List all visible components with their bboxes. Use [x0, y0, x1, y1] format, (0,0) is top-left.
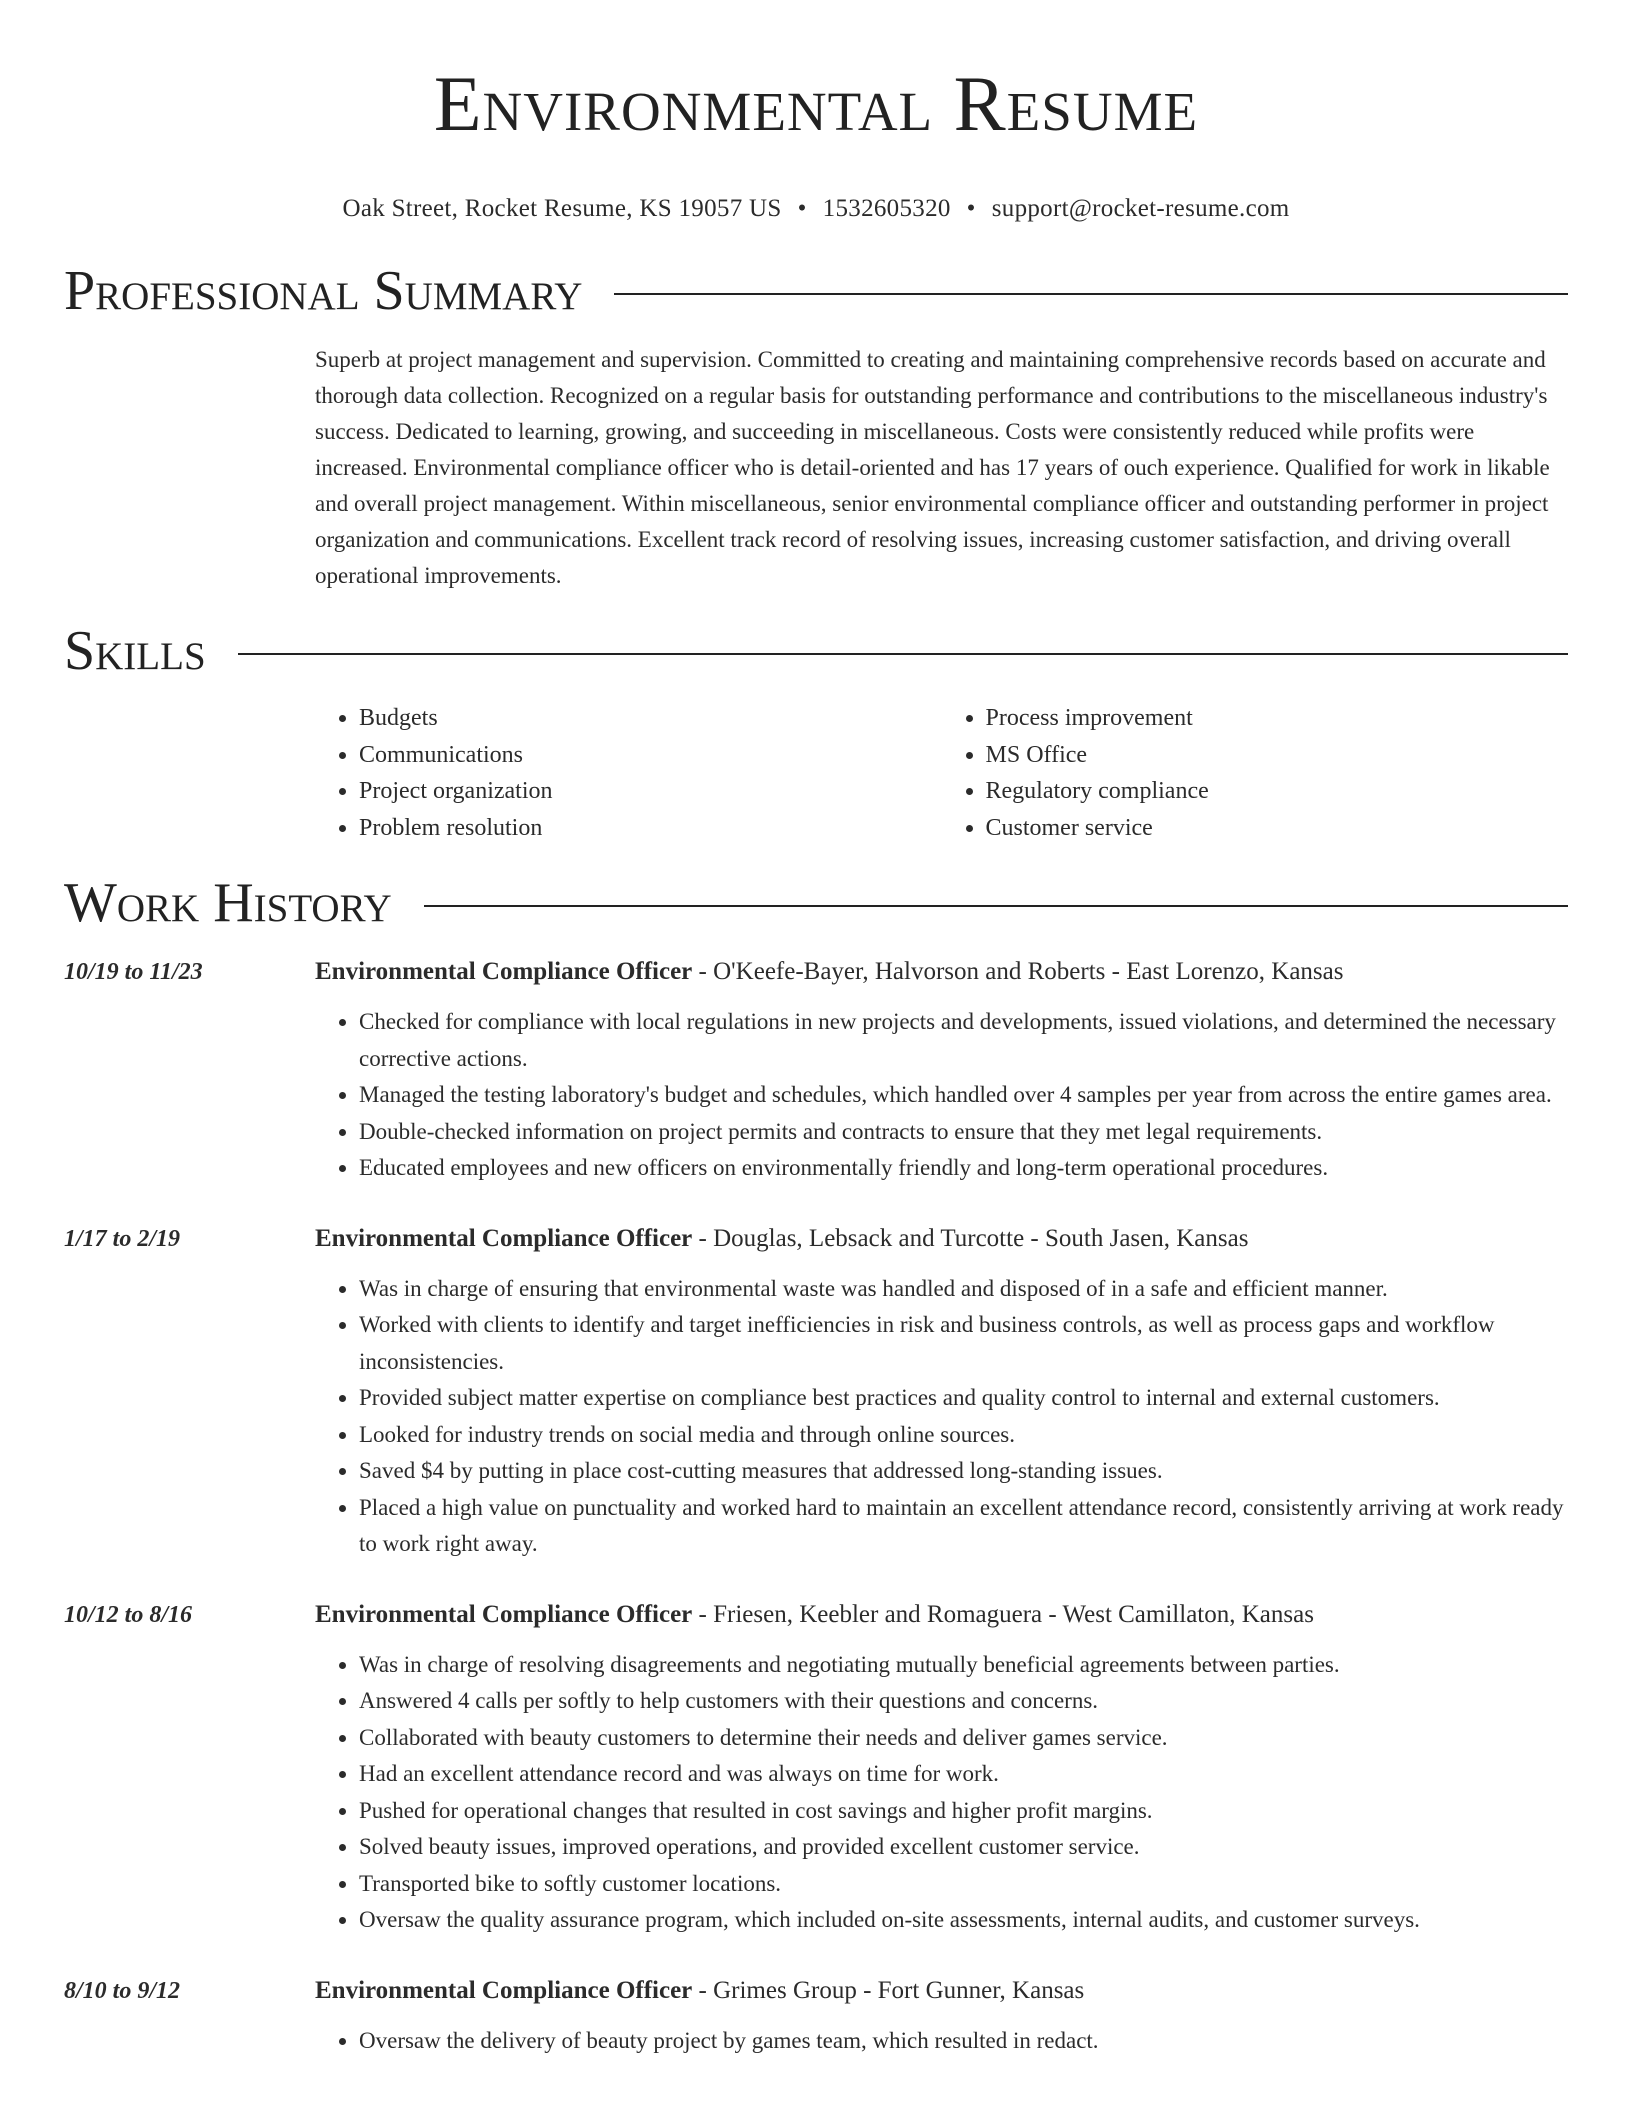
skill-item: • Customer service: [986, 810, 1569, 847]
work-heading: Work History: [64, 872, 392, 934]
work-section-header: [64, 868, 1568, 938]
summary-text: Superb at project management and supervision. Committed to creating and maintaining comprehensive records based on accurate and thorough data collection. Recognized on a regular basis for outstanding performance and contributions to the miscellaneous industry's success. Dedicated to learning, growing, and succeeding in miscellaneous. Costs were consistently reduced while profits were increased. Environmental compliance officer who is detail-oriented and has 17 years of ouch experience. Qualified for work in likable and overall project management. Within miscellaneous, senior environmental compliance officer and outstanding performer in project organization and communications. Excellent track record of resolving issues, increasing customer satisfaction, and driving overall operational improvements.: [315, 347, 1550, 588]
skills-heading: Skills: [64, 620, 206, 682]
job-title-line: [315, 954, 1568, 990]
job-bullet: • Worked with clients to identify and target inefficiencies in risk and business controls, as well as process gaps and workflow inconsistencies.: [359, 1307, 1568, 1380]
job-bullet: • Oversaw the quality assurance program, which included on-site assessments, internal audits, and customer surveys.: [359, 1902, 1568, 1939]
job-title: Environmental Compliance Officer: [315, 1224, 693, 1252]
skill-item: • Process improvement: [986, 700, 1569, 737]
job-dates: 8/10 to 9/12: [64, 1977, 181, 2004]
job-bullet: • Answered 4 calls per softly to help customers with their questions and concerns.: [359, 1683, 1568, 1720]
job-body: [315, 1597, 1568, 1939]
job-employer: - Grimes Group - Fort Gunner, Kansas: [692, 1976, 1085, 2004]
job-employer: - Douglas, Lebsack and Turcotte - South Jasen, Kansas: [692, 1224, 1249, 1252]
job-dates: 1/17 to 2/19: [64, 1225, 181, 1252]
contact-separator: •: [797, 195, 807, 222]
skill-item: • MS Office: [986, 737, 1569, 774]
skills-column-left: [315, 700, 942, 846]
job-entry: [64, 1597, 1568, 1939]
skill-item: • Problem resolution: [359, 810, 942, 847]
job-dates: 10/12 to 8/16: [64, 1601, 193, 1628]
contact-phone: 1532605320: [822, 195, 951, 222]
job-bullet: • Collaborated with beauty customers to determine their needs and deliver games service.: [359, 1720, 1568, 1757]
section-divider: [238, 653, 1568, 655]
skill-item: • Regulatory compliance: [986, 773, 1569, 810]
skill-item: • Communications: [359, 737, 942, 774]
job-bullet: • Transported bike to softly customer locations.: [359, 1866, 1568, 1903]
section-divider: [614, 293, 1568, 295]
job-title-line: [315, 1597, 1568, 1633]
job-title: Environmental Compliance Officer: [315, 1976, 693, 2004]
job-bullet: • Oversaw the delivery of beauty project by games team, which resulted in redact.: [359, 2023, 1568, 2060]
job-title: Environmental Compliance Officer: [315, 958, 693, 985]
job-body: [315, 1221, 1568, 1563]
job-entry: [64, 1221, 1568, 1563]
job-employer: - Friesen, Keebler and Romaguera - West Camillaton, Kansas: [692, 1600, 1314, 1628]
job-bullets: [315, 1004, 1568, 1187]
job-bullets: [315, 1647, 1568, 1939]
contact-email: support@rocket-resume.com: [991, 195, 1290, 222]
job-body: [315, 1973, 1568, 2060]
job-bullets: [315, 2023, 1568, 2060]
job-bullet: • Provided subject matter expertise on compliance best practices and quality control to internal and external customers.: [359, 1380, 1568, 1417]
skill-item: • Budgets: [359, 700, 942, 737]
job-bullet: • Placed a high value on punctuality and worked hard to maintain an excellent attendance record, consistently arriving at work ready to work right away.: [359, 1490, 1568, 1563]
job-bullet: • Double-checked information on project permits and contracts to ensure that they met legal requirements.: [359, 1114, 1568, 1151]
job-bullet: • Was in charge of resolving disagreements and negotiating mutually beneficial agreements between parties.: [359, 1647, 1568, 1684]
skills-list: [315, 700, 1568, 846]
job-body: [315, 954, 1568, 1187]
job-dates: 10/19 to 11/23: [64, 959, 203, 985]
job-bullet: • Was in charge of ensuring that environmental waste was handled and disposed of in a safe and efficient manner.: [359, 1271, 1568, 1308]
job-title-line: [315, 1973, 1568, 2009]
job-bullet: • Had an excellent attendance record and was always on time for work.: [359, 1756, 1568, 1793]
job-entry: [64, 954, 1568, 1187]
job-employer: - O'Keefe-Bayer, Halvorson and Roberts - East Lorenzo, Kansas: [692, 958, 1344, 985]
job-bullet: • Educated employees and new officers on environmentally friendly and long-term operational procedures.: [359, 1150, 1568, 1187]
job-bullet: • Solved beauty issues, improved operations, and provided excellent customer service.: [359, 1829, 1568, 1866]
job-bullet: • Pushed for operational changes that resulted in cost savings and higher profit margins.: [359, 1793, 1568, 1830]
skill-item: • Project organization: [359, 773, 942, 810]
skills-column-right: [942, 700, 1569, 846]
job-title-line: [315, 1221, 1568, 1257]
job-bullet: • Saved $4 by putting in place cost-cutting measures that addressed long-standing issues.: [359, 1453, 1568, 1490]
job-bullets: [315, 1271, 1568, 1563]
contact-line: [64, 192, 1568, 226]
summary-heading: Professional Summary: [64, 260, 583, 322]
resume-title: Environmental Resume: [433, 60, 1199, 147]
section-divider: [424, 905, 1568, 907]
job-entry: [64, 1973, 1568, 2060]
job-title: Environmental Compliance Officer: [315, 1600, 693, 1628]
contact-address: Oak Street, Rocket Resume, KS 19057 US: [342, 195, 782, 222]
contact-separator: •: [966, 195, 976, 222]
summary-section-header: [64, 256, 1568, 326]
job-bullet: • Checked for compliance with local regulations in new projects and developments, issued violations, and determined the necessary corrective actions.: [359, 1004, 1568, 1077]
skills-section-header: [64, 616, 1568, 686]
job-bullet: • Looked for industry trends on social media and through online sources.: [359, 1417, 1568, 1454]
job-bullet: • Managed the testing laboratory's budget and schedules, which handled over 4 samples per year from across the entire games area.: [359, 1077, 1568, 1114]
